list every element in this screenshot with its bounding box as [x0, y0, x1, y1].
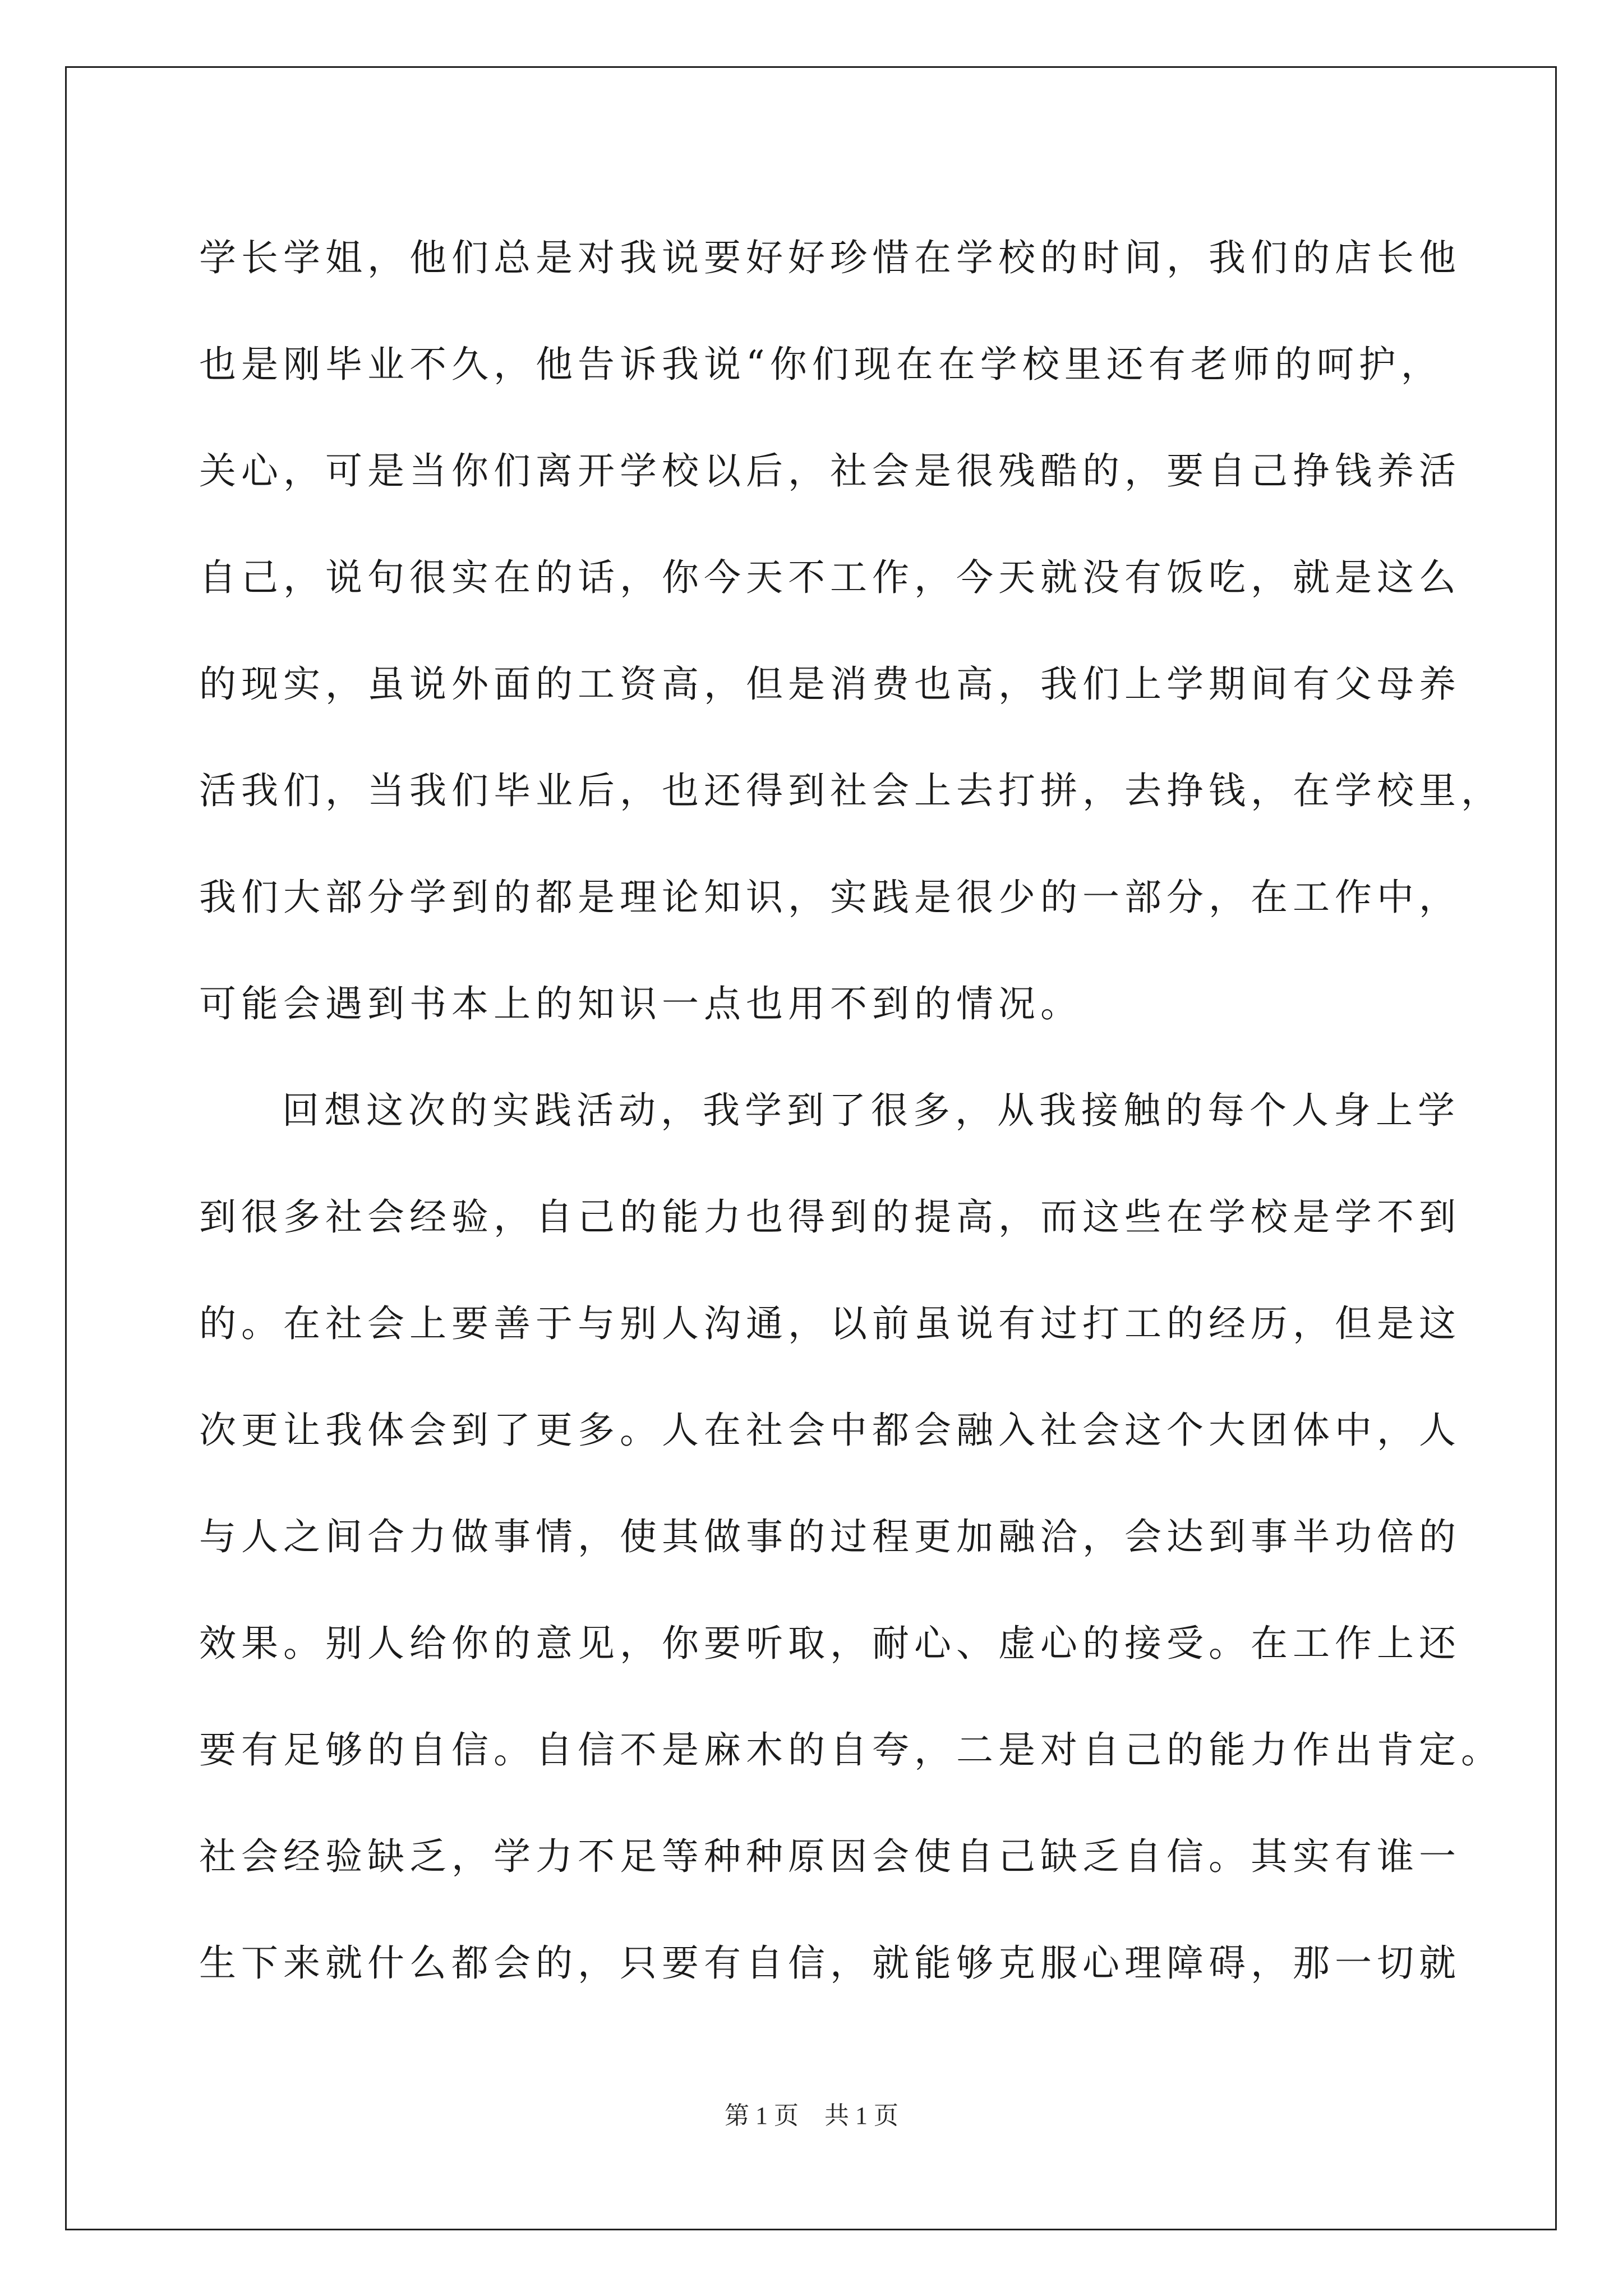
text-line: 社会经验缺乏，学力不足等种种原因会使自己缺乏自信。其实有谁一: [199, 1835, 1461, 1878]
text-line: 生下来就什么都会的，只要有自信，就能够克服心理障碍，那一切就: [199, 1941, 1461, 1985]
page-footer: [0, 2095, 1623, 2131]
text-line: 可能会遇到书本上的知识一点也用不到的情况。: [199, 982, 1082, 1025]
text-line: 次更让我体会到了更多。人在社会中都会融入社会这个大团体中，人: [199, 1409, 1461, 1452]
text-line: 我们大部分学到的都是理论知识，实践是很少的一部分，在工作中，: [199, 876, 1461, 919]
text-line: 的现实，虽说外面的工资高，但是消费也高，我们上学期间有父母养: [199, 662, 1461, 706]
text-line: 也是刚毕业不久，他告诉我说“你们现在在学校里还有老师的呵护，: [199, 343, 1443, 386]
text-line: 关心，可是当你们离开学校以后，社会是很残酷的，要自己挣钱养活: [199, 449, 1461, 493]
text-line: 学长学姐，他们总是对我说要好好珍惜在学校的时间，我们的店长他: [199, 236, 1461, 279]
page-number: 第 1 页: [725, 2102, 799, 2129]
text-line: 要有足够的自信。自信不是麻木的自夸，二是对自己的能力作出肯定。: [199, 1728, 1503, 1772]
paragraph-start-line: 回想这次的实践活动，我学到了很多，从我接触的每个人身上学: [282, 1089, 1460, 1132]
text-line: 到很多社会经验，自己的能力也得到的提高，而这些在学校是学不到: [199, 1195, 1461, 1239]
text-line: 自己，说句很实在的话，你今天不工作，今天就没有饭吃，就是这么: [199, 556, 1461, 599]
text-line: 效果。别人给你的意见，你要听取，耐心、虚心的接受。在工作上还: [199, 1622, 1461, 1665]
document-body: [199, 205, 1503, 2017]
text-line: 活我们，当我们毕业后，也还得到社会上去打拼，去挣钱，在学校里，: [199, 769, 1503, 812]
text-line: 与人之间合力做事情，使其做事的过程更加融洽，会达到事半功倍的: [199, 1515, 1461, 1558]
page-total: 共 1 页: [824, 2102, 898, 2129]
text-line: 的。在社会上要善于与别人沟通，以前虽说有过打工的经历，但是这: [199, 1302, 1461, 1345]
